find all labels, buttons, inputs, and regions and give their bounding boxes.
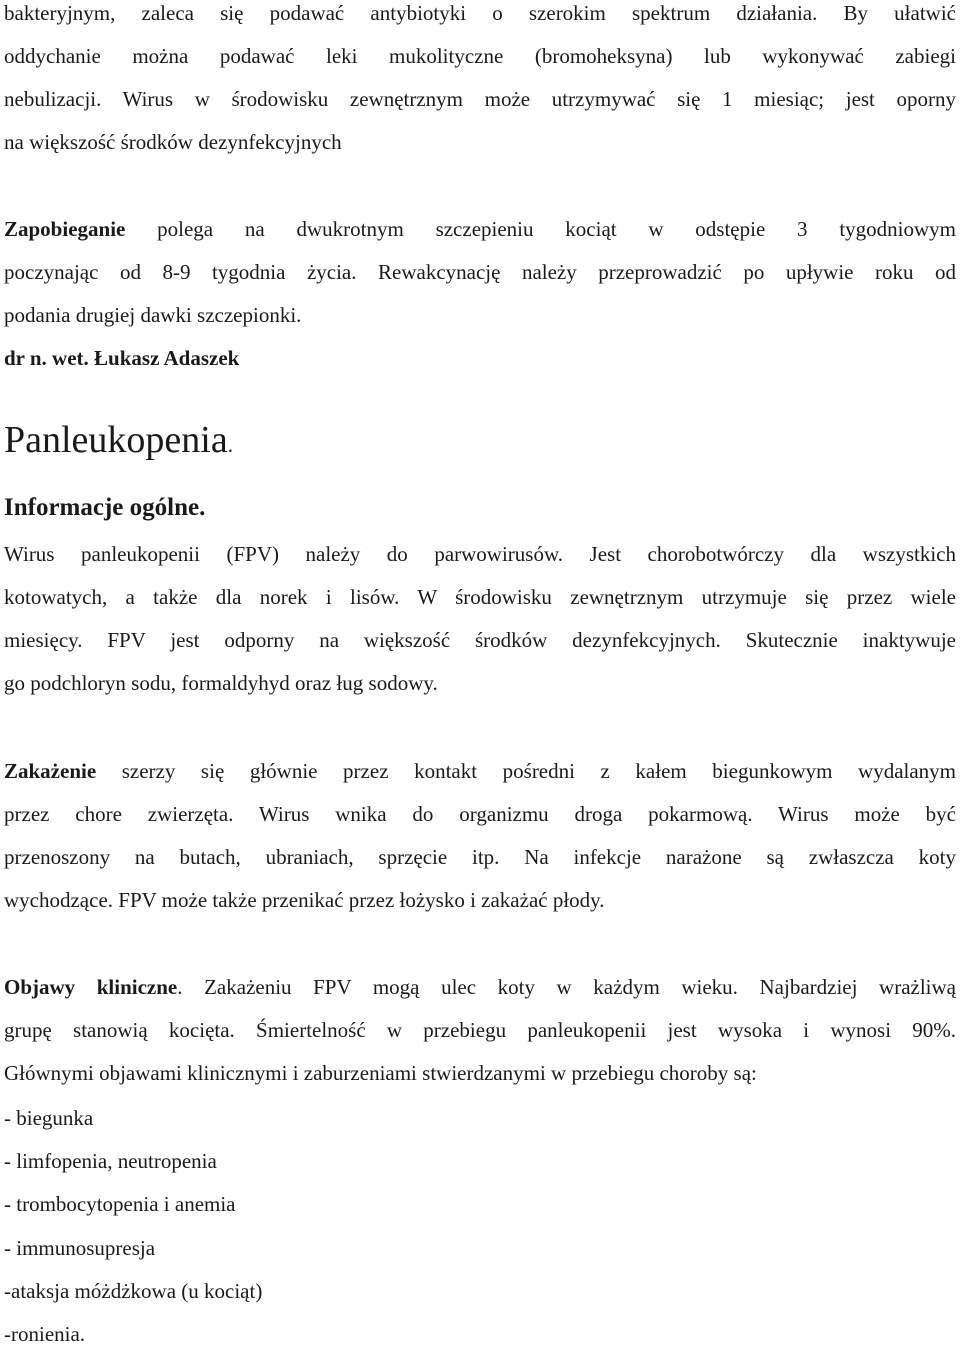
- author-name: dr n. wet. Łukasz Adaszek: [4, 346, 240, 370]
- page-title: [4, 418, 956, 462]
- paragraph-line: nebulizacji. Wirus w środowisku zewnętrznym może utrzymywać się 1 miesiąc; jest oporny: [4, 87, 956, 111]
- prevention-line: [4, 259, 956, 285]
- infection-term: Zakażenie: [4, 759, 97, 783]
- paragraph-line: miesięcy. FPV jest odporny na większość środków dezynfekcyjnych. Skutecznie inaktywuje: [4, 628, 956, 652]
- list-item: -ataksja móżdżkowa (u kociąt): [4, 1279, 263, 1303]
- list-item: - trombocytopenia i anemia: [4, 1192, 236, 1216]
- symptoms-term: Objawy kliniczne: [4, 975, 178, 999]
- symptoms-text: . Zakażeniu FPV mogą ulec koty w każdym wieku. Najbardziej wrażliwą: [177, 975, 956, 999]
- prevention-text: Rewakcynację należy przeprowadzić po upływie roku od: [356, 260, 957, 284]
- prevention-text: poczynając od 8-9 tygodnia życia.: [4, 260, 357, 284]
- paragraph-line: go podchloryn sodu, formaldyhyd oraz ług sodowy.: [4, 671, 438, 695]
- paragraph-line: grupę stanowią kocięta. Śmiertelność w przebiegu panleukopenii jest wysoka i wynosi 90%.: [4, 1018, 956, 1042]
- paragraph-line: oddychanie można podawać leki mukolityczne (bromoheksyna) lub wykonywać zabiegi: [4, 44, 956, 68]
- infection-text: szerzy się głównie przez kontakt pośredni z kałem biegunkowym wydalanym: [96, 759, 956, 783]
- paragraph-line: przenoszony na butach, ubraniach, sprzęcie itp. Na infekcje narażone są zwłaszcza koty: [4, 845, 956, 869]
- prevention-text: polega na dwukrotnym szczepieniu kociąt w odstępie 3 tygodniowym: [125, 217, 956, 241]
- paragraph-line: przez chore zwierzęta. Wirus wnika do organizmu droga pokarmową. Wirus może być: [4, 802, 956, 826]
- paragraph-line: kotowatych, a także dla norek i lisów. W środowisku zewnętrznym utrzymuje się przez wiele: [4, 585, 956, 609]
- title-text: Panleukopenia: [4, 419, 228, 461]
- symptoms-line: [4, 974, 956, 1000]
- paragraph-line: Wirus panleukopenii (FPV) należy do parwowirusów. Jest chorobotwórczy dla wszystkich: [4, 542, 956, 566]
- paragraph-line: Głównymi objawami klinicznymi i zaburzeniami stwierdzanymi w przebiegu choroby są:: [4, 1061, 757, 1085]
- prevention-term: Zapobieganie: [4, 217, 126, 241]
- section-heading: Informacje ogólne.: [4, 494, 206, 521]
- list-item: - limfopenia, neutropenia: [4, 1149, 217, 1173]
- infection-line: [4, 758, 956, 784]
- prevention-line: podania drugiej dawki szczepionki.: [4, 303, 302, 327]
- list-item: - immunosupresja: [4, 1236, 156, 1260]
- paragraph-line: na większość środków dezynfekcyjnych: [4, 130, 342, 154]
- author-line: [4, 345, 956, 371]
- paragraph-line: wychodzące. FPV może także przenikać przez łożysko i zakażać płody.: [4, 888, 605, 912]
- list-item: -ronienia.: [4, 1322, 86, 1346]
- paragraph-line: bakteryjnym, zaleca się podawać antybiotyki o szerokim spektrum działania. By ułatwić: [4, 1, 956, 25]
- prevention-line: [4, 216, 956, 242]
- list-item: - biegunka: [4, 1106, 94, 1130]
- title-dot: .: [227, 433, 233, 457]
